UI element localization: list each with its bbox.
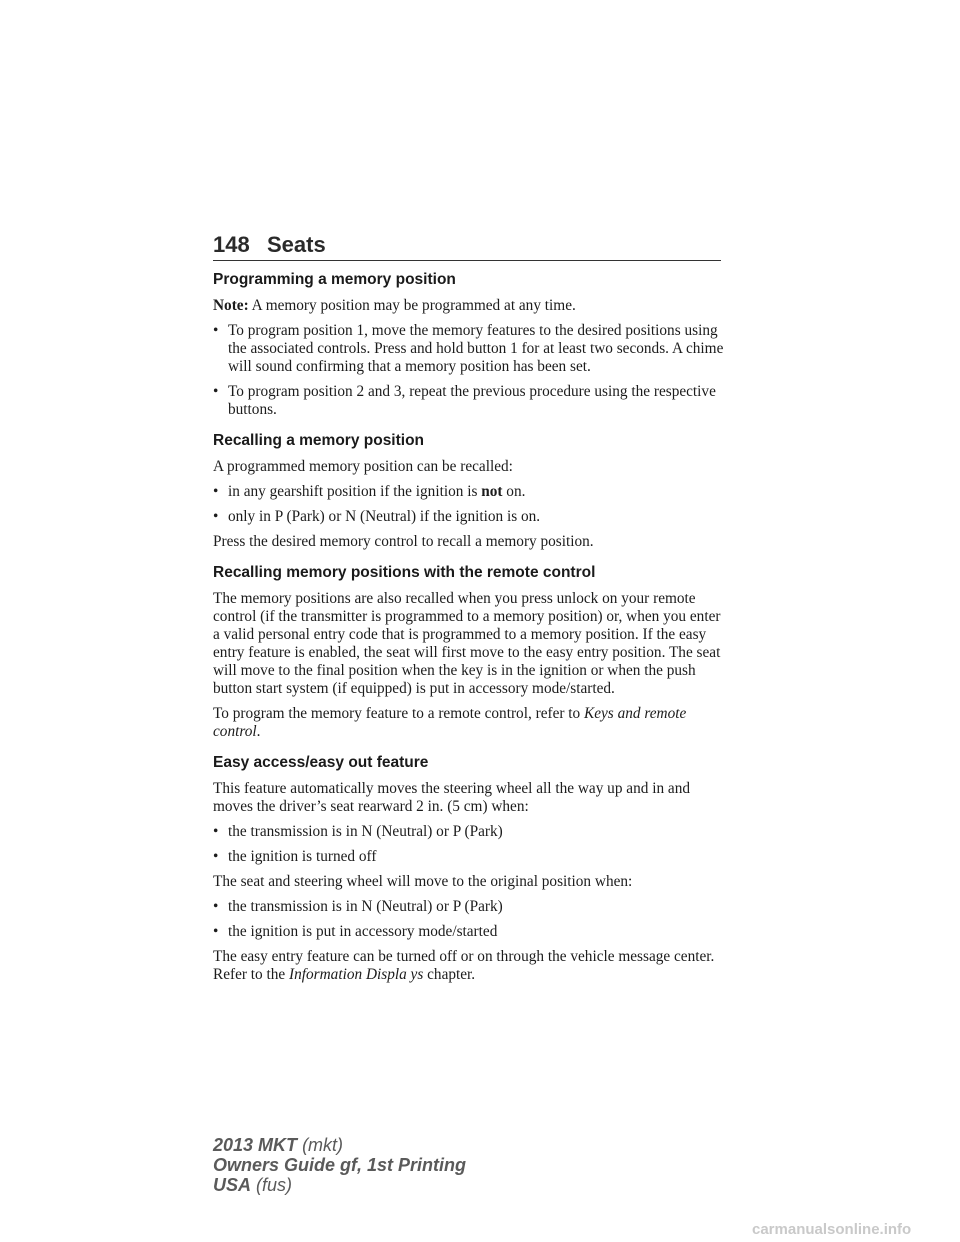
list-item xyxy=(213,483,725,501)
heading-easy-access: Easy access/easy out feature xyxy=(213,754,429,771)
refer-text-end: . xyxy=(256,723,261,740)
list-item xyxy=(213,898,725,916)
easy-access-intro: This feature automatically moves the steering wheel all the way up and in and moves the driver’s seat rearward 2 in. (5 cm) when: xyxy=(213,780,691,815)
heading-recalling: Recalling a memory position xyxy=(213,432,425,449)
list-item-text: the ignition is turned off xyxy=(228,848,377,865)
bullet-glyph: • xyxy=(213,483,219,500)
footer-line-market xyxy=(213,1175,466,1195)
recalling-intro: A programmed memory position can be recalled: xyxy=(213,458,513,475)
bullet-glyph: • xyxy=(213,923,219,940)
list-item-text: the transmission is in N (Neutral) or P (Park) xyxy=(228,898,503,915)
footer-line-model xyxy=(213,1135,466,1155)
list-item xyxy=(213,923,725,941)
refer-text: To program the memory feature to a remote control, refer to xyxy=(213,705,585,722)
programming-bullets xyxy=(213,322,725,419)
closing-text: The easy entry feature can be turned off or on through the vehicle message center. Refer to the xyxy=(213,948,715,983)
bullet-glyph: • xyxy=(213,898,219,915)
easy-access-middle: The seat and steering wheel will move to the original position when: xyxy=(213,873,633,890)
note-paragraph xyxy=(213,297,725,315)
bullet-glyph: • xyxy=(213,322,219,339)
recalling-bullets xyxy=(213,483,725,526)
footer-model-code: (mkt) xyxy=(302,1135,344,1155)
bullet-glyph: • xyxy=(213,383,219,400)
page-header xyxy=(213,232,721,262)
footer-market: USA xyxy=(213,1175,252,1195)
note-text: A memory position may be programmed at any time. xyxy=(251,297,576,314)
note-label: Note: xyxy=(213,297,249,314)
bullet-glyph: • xyxy=(213,508,219,525)
list-item xyxy=(213,322,725,376)
cross-reference-information-displays: Information Displa ys xyxy=(289,966,424,983)
list-item xyxy=(213,508,725,526)
print-footer xyxy=(213,1135,466,1195)
list-item-text: only in P (Park) or N (Neutral) if the ignition is on. xyxy=(228,508,541,525)
closing-text-end: chapter. xyxy=(423,966,476,983)
list-item-text: To program position 2 and 3, repeat the previous procedure using the respective buttons. xyxy=(228,383,716,418)
list-item xyxy=(213,383,725,419)
heading-remote: Recalling memory positions with the remote control xyxy=(213,564,596,581)
footer-guide: Owners Guide gf, 1st Printing xyxy=(213,1155,467,1175)
easy-access-closing xyxy=(213,948,725,984)
footer-model: 2013 MKT xyxy=(213,1135,298,1155)
list-item-text: in any gearshift position if the ignition is xyxy=(228,483,482,500)
list-item-text: the transmission is in N (Neutral) or P (Park) xyxy=(228,823,503,840)
page-number: 148 xyxy=(213,232,250,257)
easy-access-bullets-b xyxy=(213,898,725,941)
watermark: carmanualsonline.info xyxy=(752,1221,912,1238)
remote-refer xyxy=(213,705,725,741)
list-item-text-end: on. xyxy=(502,483,526,500)
section-recalling xyxy=(213,431,725,551)
bullet-glyph: • xyxy=(213,823,219,840)
footer-line-guide xyxy=(213,1155,466,1175)
section-easy-access xyxy=(213,753,725,984)
bullet-glyph: • xyxy=(213,848,219,865)
heading-programming: Programming a memory position xyxy=(213,271,456,288)
emphasis-not: not xyxy=(481,483,503,500)
recalling-closing: Press the desired memory control to recall a memory position. xyxy=(213,533,594,550)
easy-access-bullets-a xyxy=(213,823,725,866)
remote-body: The memory positions are also recalled when you press unlock on your remote control (if the transmitter is programmed to a memory position) or, when you enter a valid personal entry code that is programmed to a memory position. If the easy entry feature is enabled, the seat will first move to the easy entry position. The seat will move to the final position when the key is in the ignition or when the push button start system (if equipped) is put in accessory mode/started. xyxy=(213,590,721,697)
list-item-text: To program position 1, move the memory features to the desired positions using the associated controls. Press and hold button 1 for at least two seconds. A chime will sound confirming that a memory position has been set. xyxy=(228,322,724,375)
list-item-text: the ignition is put in accessory mode/started xyxy=(228,923,498,940)
section-programming xyxy=(213,270,725,419)
list-item xyxy=(213,823,725,841)
page-content xyxy=(213,270,725,991)
section-remote xyxy=(213,563,725,741)
footer-market-code: (fus) xyxy=(256,1175,293,1195)
section-title: Seats xyxy=(267,232,326,257)
cross-reference-keys: Keys and remote control xyxy=(213,705,687,740)
header-rule xyxy=(213,260,721,261)
list-item xyxy=(213,848,725,866)
